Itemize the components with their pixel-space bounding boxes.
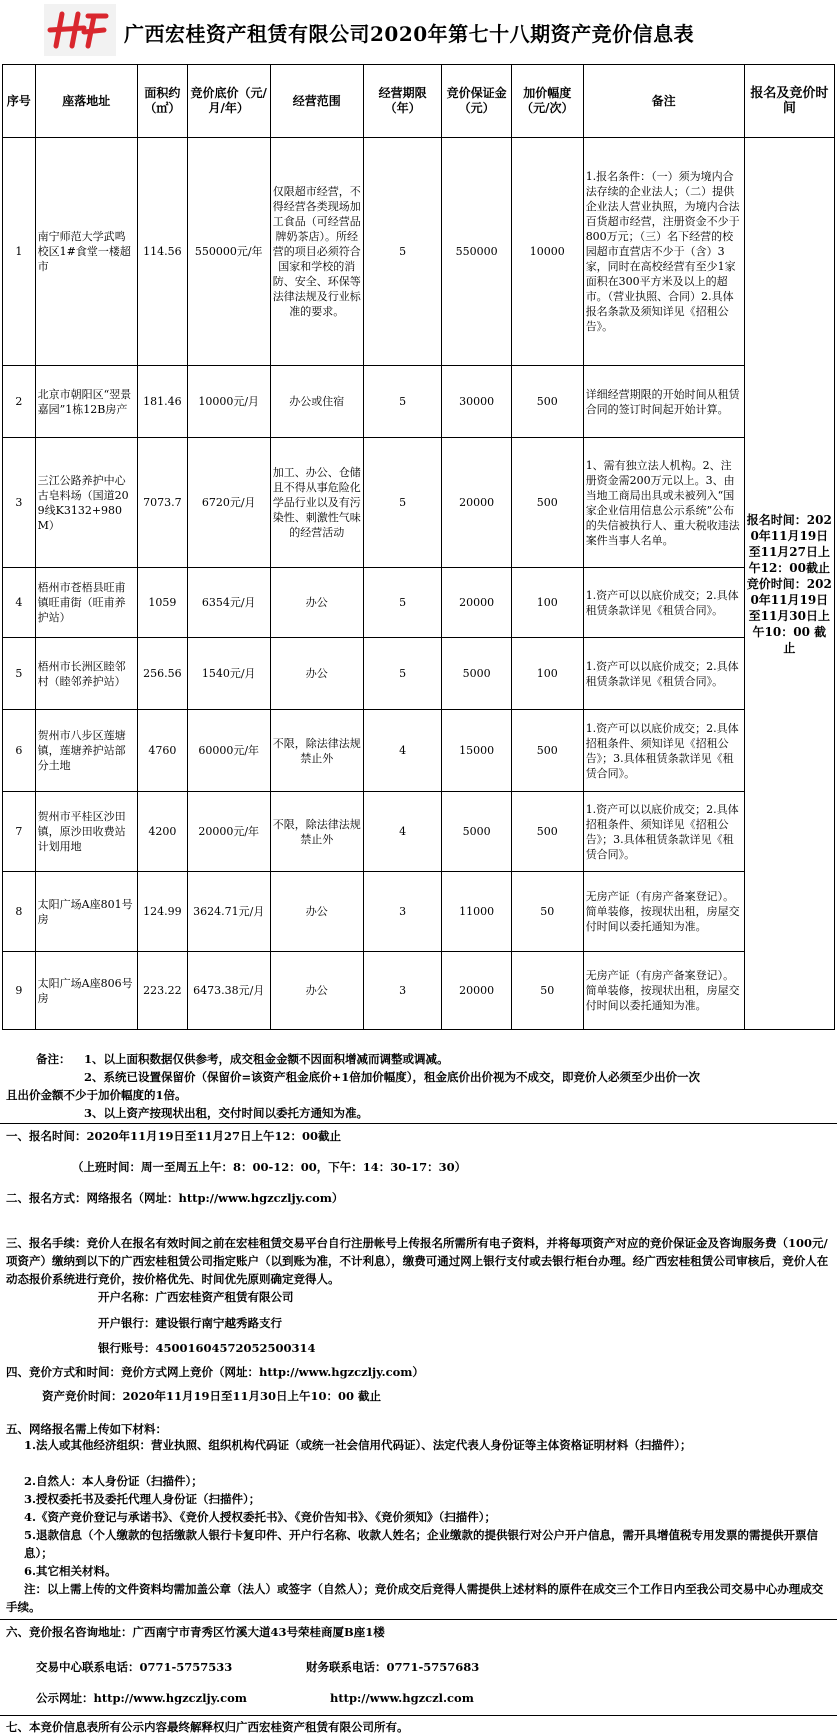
header-step: 加价幅度（元/次）: [511, 65, 583, 138]
material-3: 3.授权委托书及委托代理人身份证（扫描件）；: [24, 1492, 261, 1506]
cell-term: 5: [364, 638, 442, 710]
page-title: 广西宏桂资产租赁有限公司2020年第七十八期资产竞价信息表: [124, 22, 695, 46]
cell-remark: 无房产证（有房产备案登记）。简单装修，按现状出租，房屋交付时间以委托通知为准。: [583, 872, 744, 952]
section-1: 一、报名时间：2020年11月19日至11月27日上午12：00截止: [6, 1129, 342, 1143]
cell-scope: 不限，除法律法规禁止外: [270, 710, 364, 792]
section-4-time: 资产竞价时间：2020年11月19日至11月30日上午10：00 截止: [42, 1389, 382, 1403]
cell-price: 1540元/月: [187, 638, 270, 710]
table-row: [3, 792, 835, 872]
cell-term: 5: [364, 366, 442, 438]
header: [0, 0, 837, 72]
cell-area: 1059: [137, 568, 187, 638]
cell-price: 20000元/年: [187, 792, 270, 872]
cell-scope: 办公或住宿: [270, 366, 364, 438]
cell-address: 北京市朝阳区“翌景嘉园”1栋12B房产: [35, 366, 137, 438]
table-row: [3, 638, 835, 710]
cell-term: 3: [364, 872, 442, 952]
table-row: [3, 952, 835, 1030]
section-7: 七、本竞价信息表所有公示内容最终解释权归广西宏桂资产租赁有限公司所有。: [6, 1720, 409, 1734]
cell-term: 5: [364, 568, 442, 638]
material-2: 2.自然人：本人身份证（扫描件）；: [24, 1474, 203, 1488]
cell-no: 9: [3, 952, 36, 1030]
table-row: [3, 872, 835, 952]
table-row: [3, 710, 835, 792]
remark-3: 3、以上资产按现状出租，交付时间以委托方通知为准。: [84, 1106, 368, 1120]
cell-deposit: 20000: [442, 568, 512, 638]
cell-remark: 1.资产可以以底价成交；2.具体租赁条款详见《租赁合同》。: [583, 638, 744, 710]
cell-remark: 1.资产可以以底价成交；2.具体招租条件、须知详见《招租公告》；3.具体租赁条款详见《租赁合同》。: [583, 792, 744, 872]
table-row: [3, 138, 835, 366]
cell-deposit: 5000: [442, 638, 512, 710]
cell-no: 2: [3, 366, 36, 438]
cell-area: 181.46: [137, 366, 187, 438]
header-deposit: 竞价保证金（元）: [442, 65, 512, 138]
cell-deposit: 15000: [442, 710, 512, 792]
section-6: 六、竞价报名咨询地址：广西南宁市青秀区竹溪大道43号荣桂商厦B座1楼: [6, 1625, 385, 1639]
cell-step: 100: [511, 638, 583, 710]
remark-label: 备注：: [36, 1052, 71, 1066]
cell-scope: 办公: [270, 568, 364, 638]
remark-2a: 2、系统已设置保留价（保留价=该资产租金底价+1倍加价幅度），租金底价出价视为不成交，即竞价人必须至少出价一次: [84, 1070, 701, 1084]
cell-remark: 1、需有独立法人机构。2、注册资金需200万元以上。3、由当地工商局出具或未被列入“国家企业信用信息公示系统”公布的失信被执行人、重大税收违法案件当事人名单。: [583, 438, 744, 568]
section-5: 五、网络报名需上传如下材料：: [6, 1422, 167, 1436]
cell-address: 贺州市八步区莲塘镇，莲塘养护站部分土地: [35, 710, 137, 792]
cell-area: 114.56: [137, 138, 187, 366]
cell-price: 60000元/年: [187, 710, 270, 792]
remark-2b: 且出价金额不少于加价幅度的1倍。: [6, 1088, 187, 1102]
cell-address: 太阳广场A座801号房: [35, 872, 137, 952]
cell-step: 100: [511, 568, 583, 638]
cell-area: 7073.7: [137, 438, 187, 568]
material-6: 6.其它相关材料。: [24, 1564, 117, 1578]
section-1-hours: （上班时间：周一至周五上午：8：00-12：00，下午：14：30-17：30）: [72, 1160, 467, 1174]
cell-step: 500: [511, 438, 583, 568]
cell-no: 3: [3, 438, 36, 568]
cell-address: 梧州市长洲区睦邻村（睦邻养护站）: [35, 638, 137, 710]
cell-deposit: 20000: [442, 438, 512, 568]
cell-price: 6720元/月: [187, 438, 270, 568]
cell-address: 三江公路养护中心古皂料场（国道209线K3132+980M）: [35, 438, 137, 568]
table-row: [3, 568, 835, 638]
cell-scope: 仅限超市经营，不得经营各类现场加工食品（可经营品牌奶茶店）。所经营的项目必须符合国家和学校的消防、安全、环保等法律法规及行业标准的要求。: [270, 138, 364, 366]
phone-finance: 财务联系电话：0771-5757683: [306, 1660, 480, 1674]
cell-step: 500: [511, 710, 583, 792]
section-2: 二、报名方式：网络报名（网址：http://www.hgzczljy.com）: [6, 1191, 344, 1205]
cell-deposit: 11000: [442, 872, 512, 952]
cell-term: 3: [364, 952, 442, 1030]
divider: [0, 1619, 837, 1620]
material-4: 4.《资产竞价登记与承诺书》、《竞价人授权委托书》、《竞价告知书》、《竞价须知》（扫描件）；: [24, 1510, 496, 1524]
cell-area: 223.22: [137, 952, 187, 1030]
asset-table: [2, 64, 835, 1030]
cell-price: 3624.71元/月: [187, 872, 270, 952]
cell-price: 6473.38元/月: [187, 952, 270, 1030]
header-time: 报名及竞价时间: [744, 65, 834, 138]
material-1: 1.法人或其他经济组织：营业执照、组织机构代码证（或统一社会信用代码证）、法定代表人身份证等主体资格证明材料（扫描件）；: [24, 1438, 692, 1452]
header-price: 竞价底价（元/月/年）: [187, 65, 270, 138]
cell-area: 124.99: [137, 872, 187, 952]
cell-no: 6: [3, 710, 36, 792]
cell-address: 太阳广场A座806号房: [35, 952, 137, 1030]
divider: [0, 1715, 837, 1716]
cell-deposit: 30000: [442, 366, 512, 438]
cell-deposit: 550000: [442, 138, 512, 366]
cell-price: 6354元/月: [187, 568, 270, 638]
cell-term: 5: [364, 438, 442, 568]
cell-no: 7: [3, 792, 36, 872]
account-name: 开户名称：广西宏桂资产租赁有限公司: [98, 1290, 294, 1304]
cell-no: 1: [3, 138, 36, 366]
cell-deposit: 20000: [442, 952, 512, 1030]
header-scope: 经营范围: [270, 65, 364, 138]
account-bank: 开户银行：建设银行南宁越秀路支行: [98, 1316, 282, 1330]
cell-step: 50: [511, 952, 583, 1030]
cell-step: 500: [511, 366, 583, 438]
cell-step: 50: [511, 872, 583, 952]
cell-address: 贺州市平桂区沙田镇，原沙田收费站计划用地: [35, 792, 137, 872]
cell-address: 南宁师范大学武鸣校区1#食堂一楼超市: [35, 138, 137, 366]
cell-step: 500: [511, 792, 583, 872]
table-row: [3, 438, 835, 568]
cell-remark: 1.资产可以以底价成交；2.具体租赁条款详见《租赁合同》。: [583, 568, 744, 638]
materials-note: 注：以上需上传的文件资料均需加盖公章（法人）或签字（自然人）；竞价成交后竞得人需提供上述材料的原件在成交三个工作日内至我公司交易中心办理成交手续。: [6, 1582, 824, 1614]
site-link-2[interactable]: http://www.hgzczl.com: [330, 1691, 474, 1705]
cell-address: 梧州市苍梧县旺甫镇旺甫街（旺甫养护站）: [35, 568, 137, 638]
header-address: 座落地址: [35, 65, 137, 138]
divider: [0, 1123, 837, 1124]
cell-term: 4: [364, 710, 442, 792]
cell-price: 550000元/年: [187, 138, 270, 366]
section-3: 三、报名手续：竞价人在报名有效时间之前在宏桂租赁交易平台自行注册帐号上传报名所需所有电子资料，并将每项资产对应的竞价保证金及咨询服务费（100元/项资产）缴纳到以下的广西宏桂租赁公司指定账户（以到账为准，不计利息），缴费可通过网上银行支付或去银行柜台办理。经广西宏桂租赁公司审核后，竞价人在动态报价系统进行竞价，按价格优先、时间优先原则确定竞得人。: [6, 1236, 829, 1286]
table-header-row: [3, 65, 835, 138]
header-term: 经营期限（年）: [364, 65, 442, 138]
cell-step: 10000: [511, 138, 583, 366]
cell-term: 4: [364, 792, 442, 872]
remark-1: 1、以上面积数据仅供参考，成交租金金额不因面积增减而调整或调减。: [84, 1052, 449, 1066]
cell-no: 5: [3, 638, 36, 710]
header-remark: 备注: [583, 65, 744, 138]
cell-area: 256.56: [137, 638, 187, 710]
section-4: 四、竞价方式和时间：竞价方式网上竞价（网址：http://www.hgzczljy.com）: [6, 1365, 424, 1379]
header-no: 序号: [3, 65, 36, 138]
cell-scope: 办公: [270, 638, 364, 710]
company-logo-icon: [44, 4, 116, 56]
phone-trade: 交易中心联系电话：0771-5757533: [36, 1660, 233, 1674]
cell-time: 报名时间：2020年11月19日至11月27日上午12：00截止竞价时间：2020年11月19日至11月30日上午10：00 截止: [744, 138, 834, 1030]
cell-scope: 办公: [270, 872, 364, 952]
cell-term: 5: [364, 138, 442, 366]
cell-remark: 详细经营期限的开始时间从租赁合同的签订时间起开始计算。: [583, 366, 744, 438]
cell-area: 4760: [137, 710, 187, 792]
cell-scope: 不限，除法律法规禁止外: [270, 792, 364, 872]
cell-scope: 加工、办公、仓储且不得从事危险化学品行业以及有污染性、刺激性气味的经营活动: [270, 438, 364, 568]
cell-no: 4: [3, 568, 36, 638]
site-label[interactable]: 公示网址：http://www.hgzczljy.com: [36, 1691, 247, 1705]
cell-remark: 1.报名条件：（一）须为境内合法存续的企业法人；（二）提供企业法人营业执照，为境内合法百货超市经营，注册资金不少于800万元；（三）名下经营的校园超市直营店不少于（含）3家，同时在高校经营有至少1家面积在300平方米及以上的超市。（营业执照、合同）2.具体报名条款及须知详见《招租公告》。: [583, 138, 744, 366]
cell-area: 4200: [137, 792, 187, 872]
material-5: 5.退款信息（个人缴款的包括缴款人银行卡复印件、开户行名称、收款人姓名；企业缴款的提供银行对公户开户信息，需开具增值税专用发票的需提供开票信息）；: [24, 1528, 818, 1560]
cell-deposit: 5000: [442, 792, 512, 872]
cell-remark: 无房产证（有房产备案登记）。简单装修，按现状出租，房屋交付时间以委托通知为准。: [583, 952, 744, 1030]
cell-remark: 1.资产可以以底价成交；2.具体招租条件、须知详见《招租公告》；3.具体租赁条款详见《租赁合同》。: [583, 710, 744, 792]
account-number: 银行账号：45001604572052500314: [98, 1341, 316, 1355]
cell-price: 10000元/月: [187, 366, 270, 438]
cell-scope: 办公: [270, 952, 364, 1030]
cell-no: 8: [3, 872, 36, 952]
table-row: [3, 366, 835, 438]
header-area: 面积约（㎡）: [137, 65, 187, 138]
